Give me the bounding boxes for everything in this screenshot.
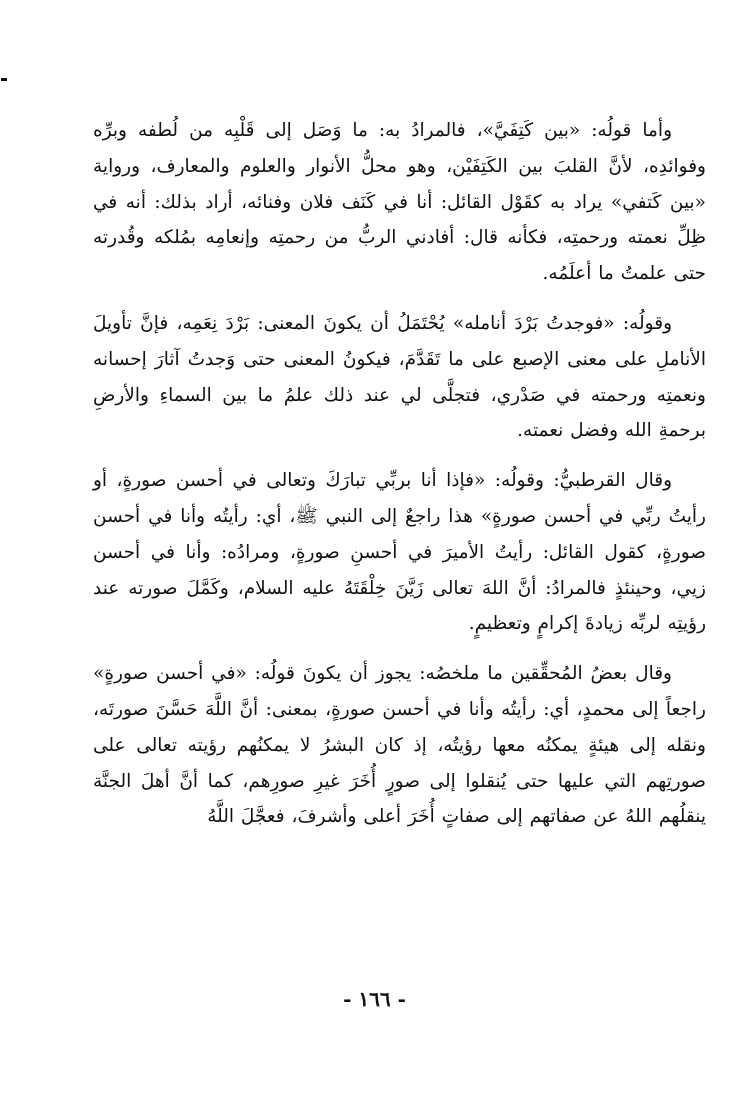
margin-mark bbox=[1, 78, 7, 81]
paragraph-3: وقال القرطبيُّ: وقولُه: «فإذا أنا بربِّي تبارَكَ وتعالى في أحسن صورةٍ، أو رأيتُ ربِّي في أحسن صورةٍ» هذا راجعٌ إلى النبي ﷺ، أي: رأيتُه وأنا في أحسن صورةٍ، كقول القائل: رأيتُ الأميرَ في أحسنِ صورةٍ، ومرادُه: وأنا في أحسن زيي، وحينئذٍ فالمرادُ: أنَّ اللهَ تعالى زَيَّنَ خِلْقَتَهُ عليه السلام، وكَمَّلَ صورته عند رؤيتِه لربِّه زيادةَ إكرامٍ وتعظيمٍ. bbox=[93, 470, 706, 635]
page-number: - ١٦٦ - bbox=[343, 987, 406, 1011]
paragraph-2: وقولُه: «فوجدتُ بَرْدَ أنامله» يُحْتَمَلُ أن يكونَ المعنى: بَرْدَ نِعَمِه، فإنَّ تأويلَ الأناملِ على معنى الإصبع على ما تَقَدَّمَ، فيكونُ المعنى حتى وَجدتُ آثارَ إحسانه ونعمتِه ورحمته في صَدْري، فتجلَّى لي عند ذلك علمُ ما بين السماءِ والأرضِ برحمةِ الله وفضل نعمته. bbox=[93, 312, 706, 442]
paragraph-4: وقال بعضُ المُحقِّقين ما ملخصُه: يجوز أن يكونَ قولُه: «في أحسن صورةٍ» راجعاً إلى محمدٍ، أي: رأيتُه وأنا في أحسن صورةٍ، بمعنى: أنَّ اللَّهَ حَسَّنَ صورتَه، ونقله إلى هيئةٍ يمكنُه معها رؤيتُه، إذ كان البشرُ لا يمكنُهم رؤيته تعالى على صورتِهم التي عليها حتى يُنقلوا إلى صورٍ أُخَرَ غيرِ صورِهم، كما أنَّ أهلَ الجنَّة ينقلُهم اللهُ عن صفاتهم إلى صفاتٍ أُخَرَ أعلى وأشرفَ، فعجَّلَ اللَّهُ bbox=[93, 663, 706, 828]
paragraph-1: وأما قولُه: «بين كَتِفَيَّ»، فالمرادُ به: ما وَصَل إلى قَلْبِه من لُطفه وبرِّه وفوائدِه، لأنَّ القلبَ بين الكَتِفَيْن، وهو محلُّ الأنوار والعلوم والمعارف، ورواية «بين كَتفي» يراد به كقَوْل القائل: أنا في كَنَف فلان وفنائه، أراد بذلك: أنه في ظِلِّ نعمته ورحمتِه، فكأنه قال: أفادني الربُّ من رحمتِه وإنعامِه بمُلكه وقُدرته حتى علمتُ ما أعلَمُه. bbox=[93, 120, 706, 285]
body-text bbox=[93, 113, 706, 835]
